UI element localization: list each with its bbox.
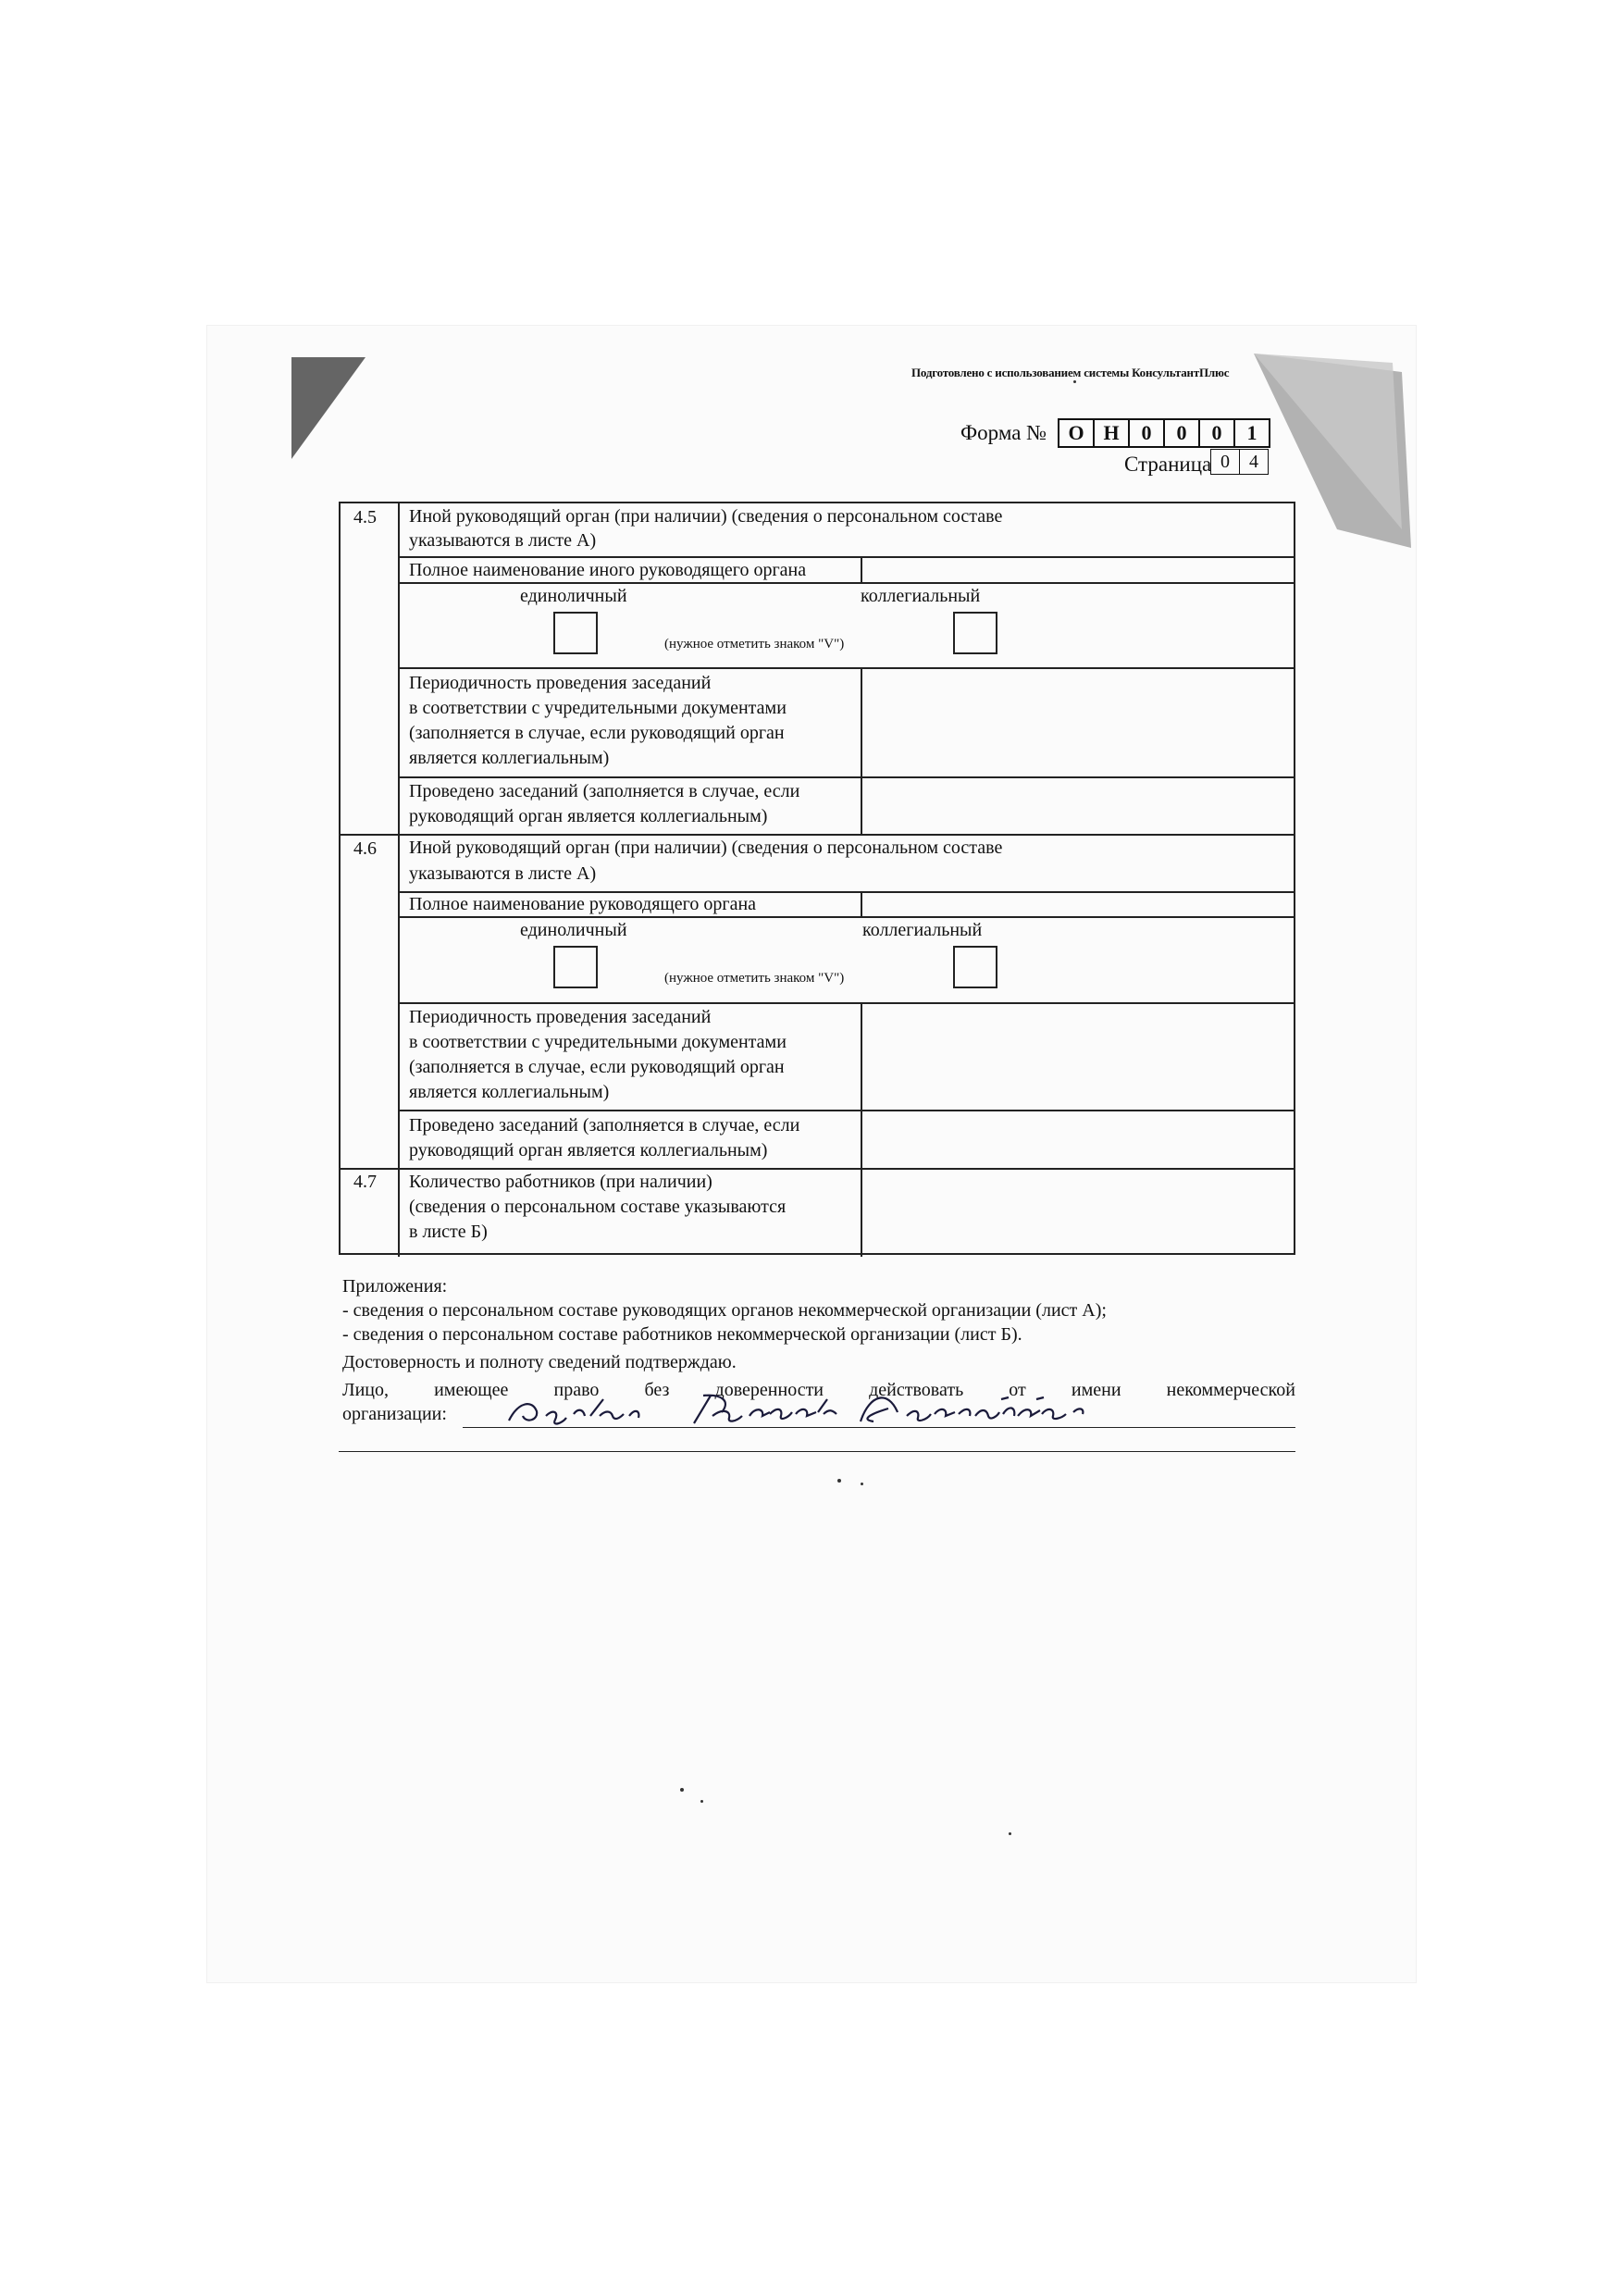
section-number: 4.6	[353, 838, 377, 859]
form-number-label: Форма №	[960, 421, 1047, 444]
form-code-char: 0	[1165, 420, 1200, 446]
section-number: 4.7	[353, 1172, 377, 1192]
page-number-boxes	[1210, 449, 1269, 475]
organization-label: организации:	[342, 1404, 447, 1424]
section-number: 4.5	[353, 507, 377, 527]
prepared-note: Подготовлено с использованием системы КонсультантПлюс	[911, 366, 1230, 379]
section-title: Иной руководящий орган (при наличии) (сведения о персональном составе	[409, 506, 1003, 527]
field-label: Полное наименование руководящего органа	[409, 894, 757, 914]
scan-speck	[837, 1479, 841, 1483]
page-number-char: 0	[1211, 450, 1240, 474]
scan-speck	[1073, 380, 1076, 383]
signature-line	[463, 1427, 1295, 1428]
field-label: в соответствии с учредительными документами	[409, 1032, 787, 1052]
field-label: (сведения о персональном составе указываются	[409, 1197, 787, 1217]
section-title: указываются в листе А)	[409, 863, 597, 884]
checkbox-collegial[interactable]	[953, 946, 997, 988]
form-code-char: 1	[1246, 421, 1258, 444]
justified-word: имеющее	[434, 1380, 509, 1400]
field-label: Количество работников (при наличии)	[409, 1172, 712, 1192]
mark-hint: (нужное отметить знаком "V")	[664, 637, 845, 652]
appendix-title: Приложения:	[342, 1276, 448, 1297]
field-label: руководящий орган является коллегиальным)	[409, 1140, 768, 1160]
separator-line	[339, 1451, 1295, 1452]
cell-divider	[861, 891, 862, 916]
option-label-sole: единоличный	[520, 920, 627, 940]
justified-word: некоммерческой	[1166, 1380, 1295, 1400]
scan-speck	[680, 1788, 684, 1792]
justified-word: право	[553, 1380, 600, 1400]
form-code-char: О	[1059, 420, 1095, 446]
folded-corner-shadow	[291, 357, 365, 459]
page-label: Страница	[1124, 453, 1212, 476]
mark-hint: (нужное отметить знаком "V")	[664, 971, 845, 986]
field-label: в листе Б)	[409, 1222, 488, 1242]
scan-speck	[700, 1800, 703, 1803]
scan-speck	[861, 1483, 863, 1485]
row-divider	[398, 667, 1295, 669]
cell-divider	[861, 556, 862, 582]
justified-word: от	[1009, 1380, 1026, 1400]
field-label: руководящий орган является коллегиальным)	[409, 806, 768, 826]
confirmation-text: Достоверность и полноту сведений подтверждаю.	[342, 1352, 737, 1372]
table-column-divider	[398, 503, 400, 1257]
field-label: (заполняется в случае, если руководящий орган	[409, 1057, 785, 1077]
field-label: в соответствии с учредительными документами	[409, 698, 787, 718]
option-label-collegial: коллегиальный	[862, 920, 983, 940]
cell-divider	[861, 667, 862, 834]
field-label: Периодичность проведения заседаний	[409, 673, 712, 693]
scan-speck	[1009, 1832, 1011, 1835]
checkbox-collegial[interactable]	[953, 612, 997, 654]
section-title: указываются в листе А)	[409, 530, 597, 551]
cell-divider	[861, 1002, 862, 1257]
row-divider	[398, 1110, 1295, 1111]
form-code-char: 0	[1200, 420, 1235, 446]
section-title: Иной руководящий орган (при наличии) (сведения о персональном составе	[409, 838, 1003, 858]
justified-word: без	[644, 1380, 670, 1400]
field-label: Периодичность проведения заседаний	[409, 1007, 712, 1027]
justified-word: доверенности	[714, 1380, 824, 1400]
form-code-boxes	[1058, 418, 1270, 448]
field-label: (заполняется в случае, если руководящий орган	[409, 723, 785, 743]
appendix-item: - сведения о персональном составе руководящих органов некоммерческой организации (лист А);	[342, 1300, 1107, 1321]
field-label: Проведено заседаний (заполняется в случае, если	[409, 781, 800, 801]
page-number-char: 4	[1249, 452, 1258, 472]
field-label: является коллегиальным)	[409, 748, 610, 768]
justified-word: имени	[1071, 1380, 1121, 1400]
field-label: Полное наименование иного руководящего органа	[409, 560, 807, 580]
form-code-char: Н	[1095, 420, 1130, 446]
form-code-char: 0	[1130, 420, 1165, 446]
justified-word: Лицо,	[342, 1380, 389, 1400]
option-label-collegial: коллегиальный	[861, 586, 981, 606]
checkbox-sole[interactable]	[553, 612, 598, 654]
field-label: Проведено заседаний (заполняется в случае, если	[409, 1115, 800, 1136]
form-table	[339, 502, 1295, 1255]
justified-word: действовать	[869, 1380, 964, 1400]
appendix-item: - сведения о персональном составе работников некоммерческой организации (лист Б).	[342, 1324, 1022, 1345]
field-label: является коллегиальным)	[409, 1082, 610, 1102]
option-label-sole: единоличный	[520, 586, 627, 606]
checkbox-sole[interactable]	[553, 946, 598, 988]
